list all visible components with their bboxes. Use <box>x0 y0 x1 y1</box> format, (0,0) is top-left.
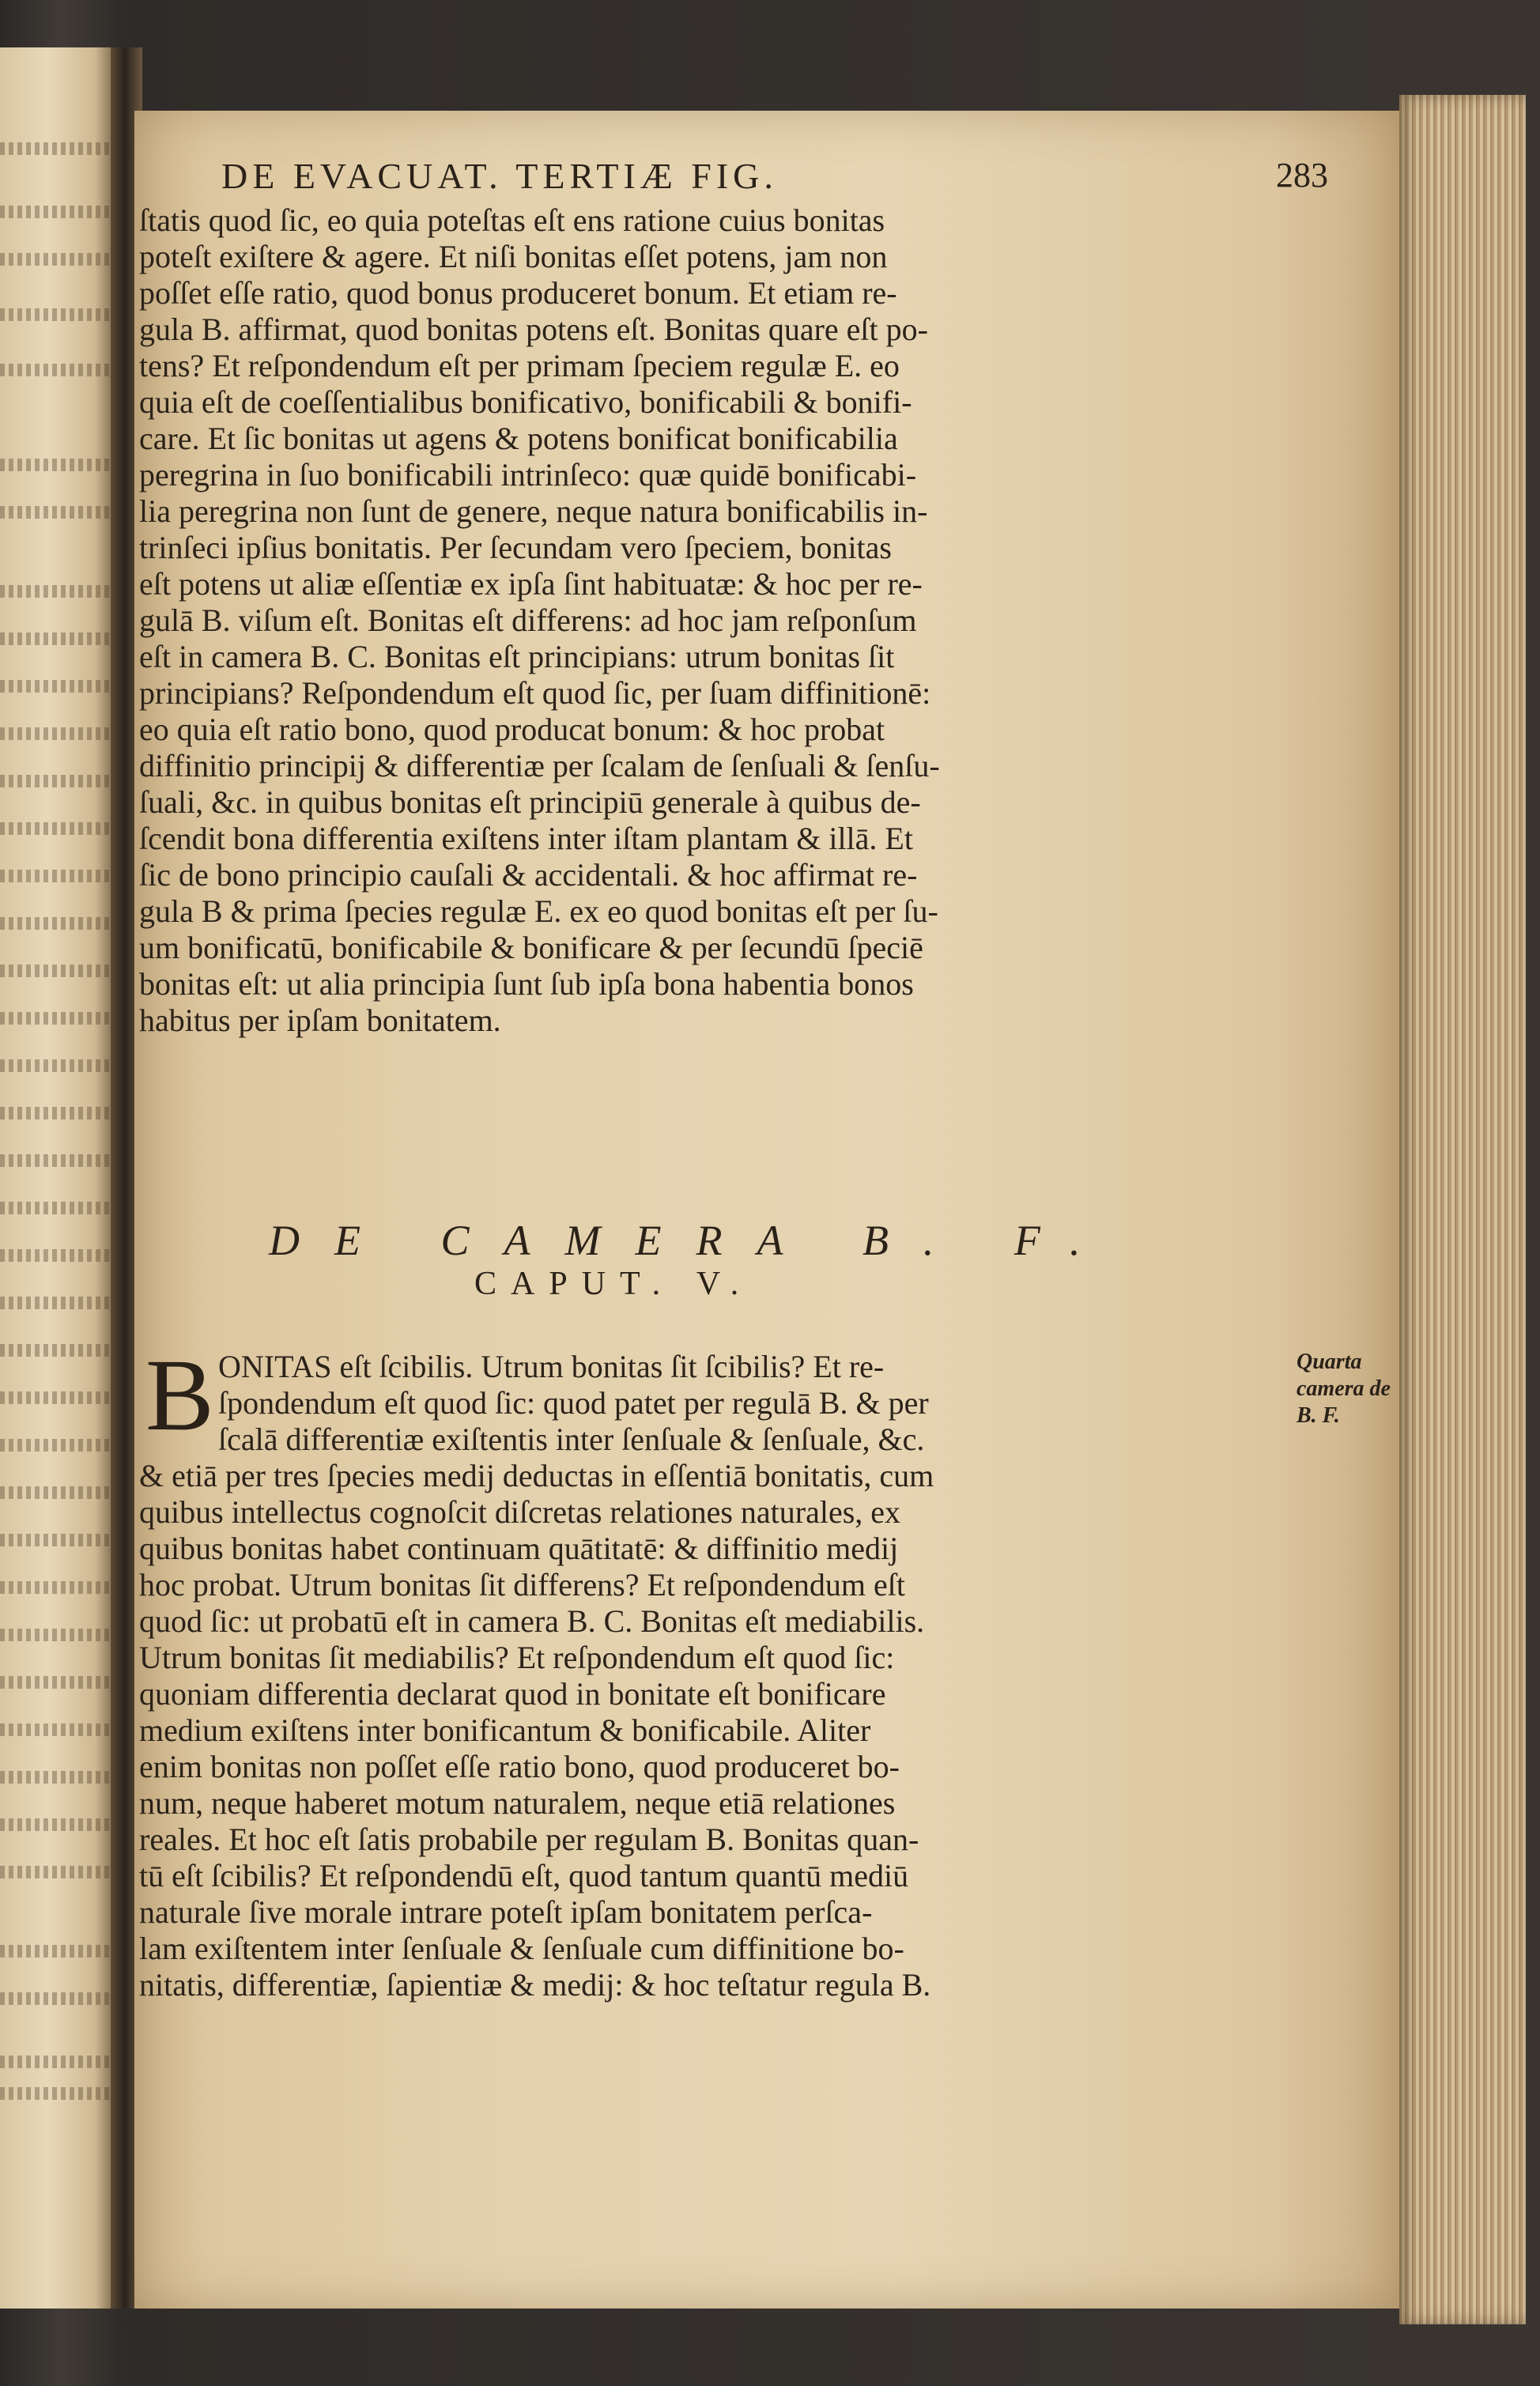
drop-cap: B <box>145 1338 214 1452</box>
text-line: habitus per ipſam bonitatem. <box>139 1002 501 1038</box>
text-line: eſt potens ut aliæ eſſentiæ ex ipſa ſint habituatæ: & hoc per re- <box>139 566 923 602</box>
text-line: quod ſic: ut probatū eſt in camera B. C. Bonitas eſt mediabilis. <box>139 1603 925 1639</box>
body-text-bottom <box>139 1349 1293 2003</box>
text-line: peregrina in ſuo bonificabili intrinſeco: quæ quidē bonificabi- <box>139 457 917 493</box>
text-line: tū eſt ſcibilis? Et reſpondendū eſt, quod tantum quantū mediū <box>139 1858 909 1893</box>
text-line: reales. Et hoc eſt ſatis probabile per regulam B. Bonitas quan- <box>139 1822 919 1857</box>
text-line: eſt in camera B. C. Bonitas eſt principians: utrum bonitas ſit <box>139 639 895 674</box>
text-line: & etiā per tres ſpecies medij deductas in eſſentiā bonitatis, cum <box>139 1458 934 1493</box>
text-line: quibus intellectus cognoſcit diſcretas relationes naturales, ex <box>139 1494 901 1530</box>
text-line: gula B & prima ſpecies regulæ E. ex eo quod bonitas eſt per ſu- <box>139 893 938 929</box>
text-line: tens? Et reſpondendum eſt per primam ſpeciem regulæ E. eo <box>139 348 900 383</box>
text-line: lia peregrina non ſunt de genere, neque natura bonificabilis in- <box>139 493 928 529</box>
text-line: care. Et ſic bonitas ut agens & potens bonificat bonificabilia <box>139 421 898 456</box>
text-line: principians? Reſpondendum eſt quod ſic, per ſuam diffinitionē: <box>139 675 931 711</box>
text-line: diffinitio principij & differentiæ per ſcalam de ſenſuali & ſenſu- <box>139 748 940 783</box>
text-line: ſtatis quod ſic, eo quia poteſtas eſt ens ratione cuius bonitas <box>139 202 885 238</box>
text-line: enim bonitas non poſſet eſſe ratio bono, quod produceret bo- <box>139 1749 900 1784</box>
page-edges <box>1399 95 1526 2324</box>
text-line: ſcalā differentiæ exiſtentis inter ſenſuale & ſenſuale, &c. <box>218 1421 925 1457</box>
text-line: bonitas eſt: ut alia principia ſunt ſub ipſa bona habentia bonos <box>139 966 914 1002</box>
page-number: 283 <box>1276 156 1328 194</box>
text-line: ſuali, &c. in quibus bonitas eſt principiū generale à quibus de- <box>139 784 921 820</box>
text-line: um bonificatū, bonificabile & bonificare & per ſecundū ſpeciē <box>139 930 923 965</box>
text-line: poſſet eſſe ratio, quod bonus produceret bonum. Et etiam re- <box>139 275 897 311</box>
text-line: gulā B. viſum eſt. Bonitas eſt differens: ad hoc jam reſponſum <box>139 602 917 638</box>
facing-page-edge <box>0 47 119 2309</box>
text-line: ONITAS eſt ſcibilis. Utrum bonitas ſit ſcibilis? Et re- <box>218 1349 885 1384</box>
text-line: eo quia eſt ratio bono, quod producat bonum: & hoc probat <box>139 712 885 747</box>
chapter-subtitle: CAPUT. V. <box>474 1266 753 1302</box>
text-line: quoniam differentia declarat quod in bonitate eſt bonificare <box>139 1676 886 1712</box>
text-line: ſcendit bona differentia exiſtens inter iſtam plantam & illā. Et <box>139 821 913 856</box>
text-line: num, neque haberet motum naturalem, neque etiā relationes <box>139 1785 896 1821</box>
body-text-top <box>139 202 1293 1039</box>
running-head-title: DE EVACUAT. TERTIÆ FIG. <box>221 156 778 196</box>
text-line: naturale ſive morale intrare poteſt ipſam bonitatem perſca- <box>139 1894 873 1930</box>
text-line: nitatis, differentiæ, ſapientiæ & medij: & hoc teſtatur regula B. <box>139 1967 931 2003</box>
text-line: lam exiſtentem inter ſenſuale & ſenſuale cum diffinitione bo- <box>139 1931 904 1966</box>
margin-note: Quarta camera de B. F. <box>1297 1350 1391 1428</box>
text-line: ſic de bono principio cauſali & accidentali. & hoc affirmat re- <box>139 857 918 893</box>
chapter-title: DE CAMERA B. F. <box>269 1217 1115 1264</box>
running-head <box>221 155 1328 202</box>
text-line: poteſt exiſtere & agere. Et niſi bonitas eſſet potens, jam non <box>139 239 888 274</box>
text-line: quibus bonitas habet continuam quātitatē: & diffinitio medij <box>139 1531 899 1566</box>
text-line: gula B. affirmat, quod bonitas potens eſt. Bonitas quare eſt po- <box>139 311 928 347</box>
text-line: ſpondendum eſt quod ſic: quod patet per regulā B. & per <box>218 1385 929 1421</box>
text-line: quia eſt de coeſſentialibus bonificativo, bonificabili & bonifi- <box>139 384 912 420</box>
text-line: trinſeci ipſius bonitatis. Per ſecundam vero ſpeciem, bonitas <box>139 530 892 565</box>
text-line: medium exiſtens inter bonificantum & bonificabile. Aliter <box>139 1712 871 1748</box>
text-line: Utrum bonitas ſit mediabilis? Et reſpondendum eſt quod ſic: <box>139 1640 895 1675</box>
text-line: hoc probat. Utrum bonitas ſit differens? Et reſpondendum eſt <box>139 1567 906 1603</box>
